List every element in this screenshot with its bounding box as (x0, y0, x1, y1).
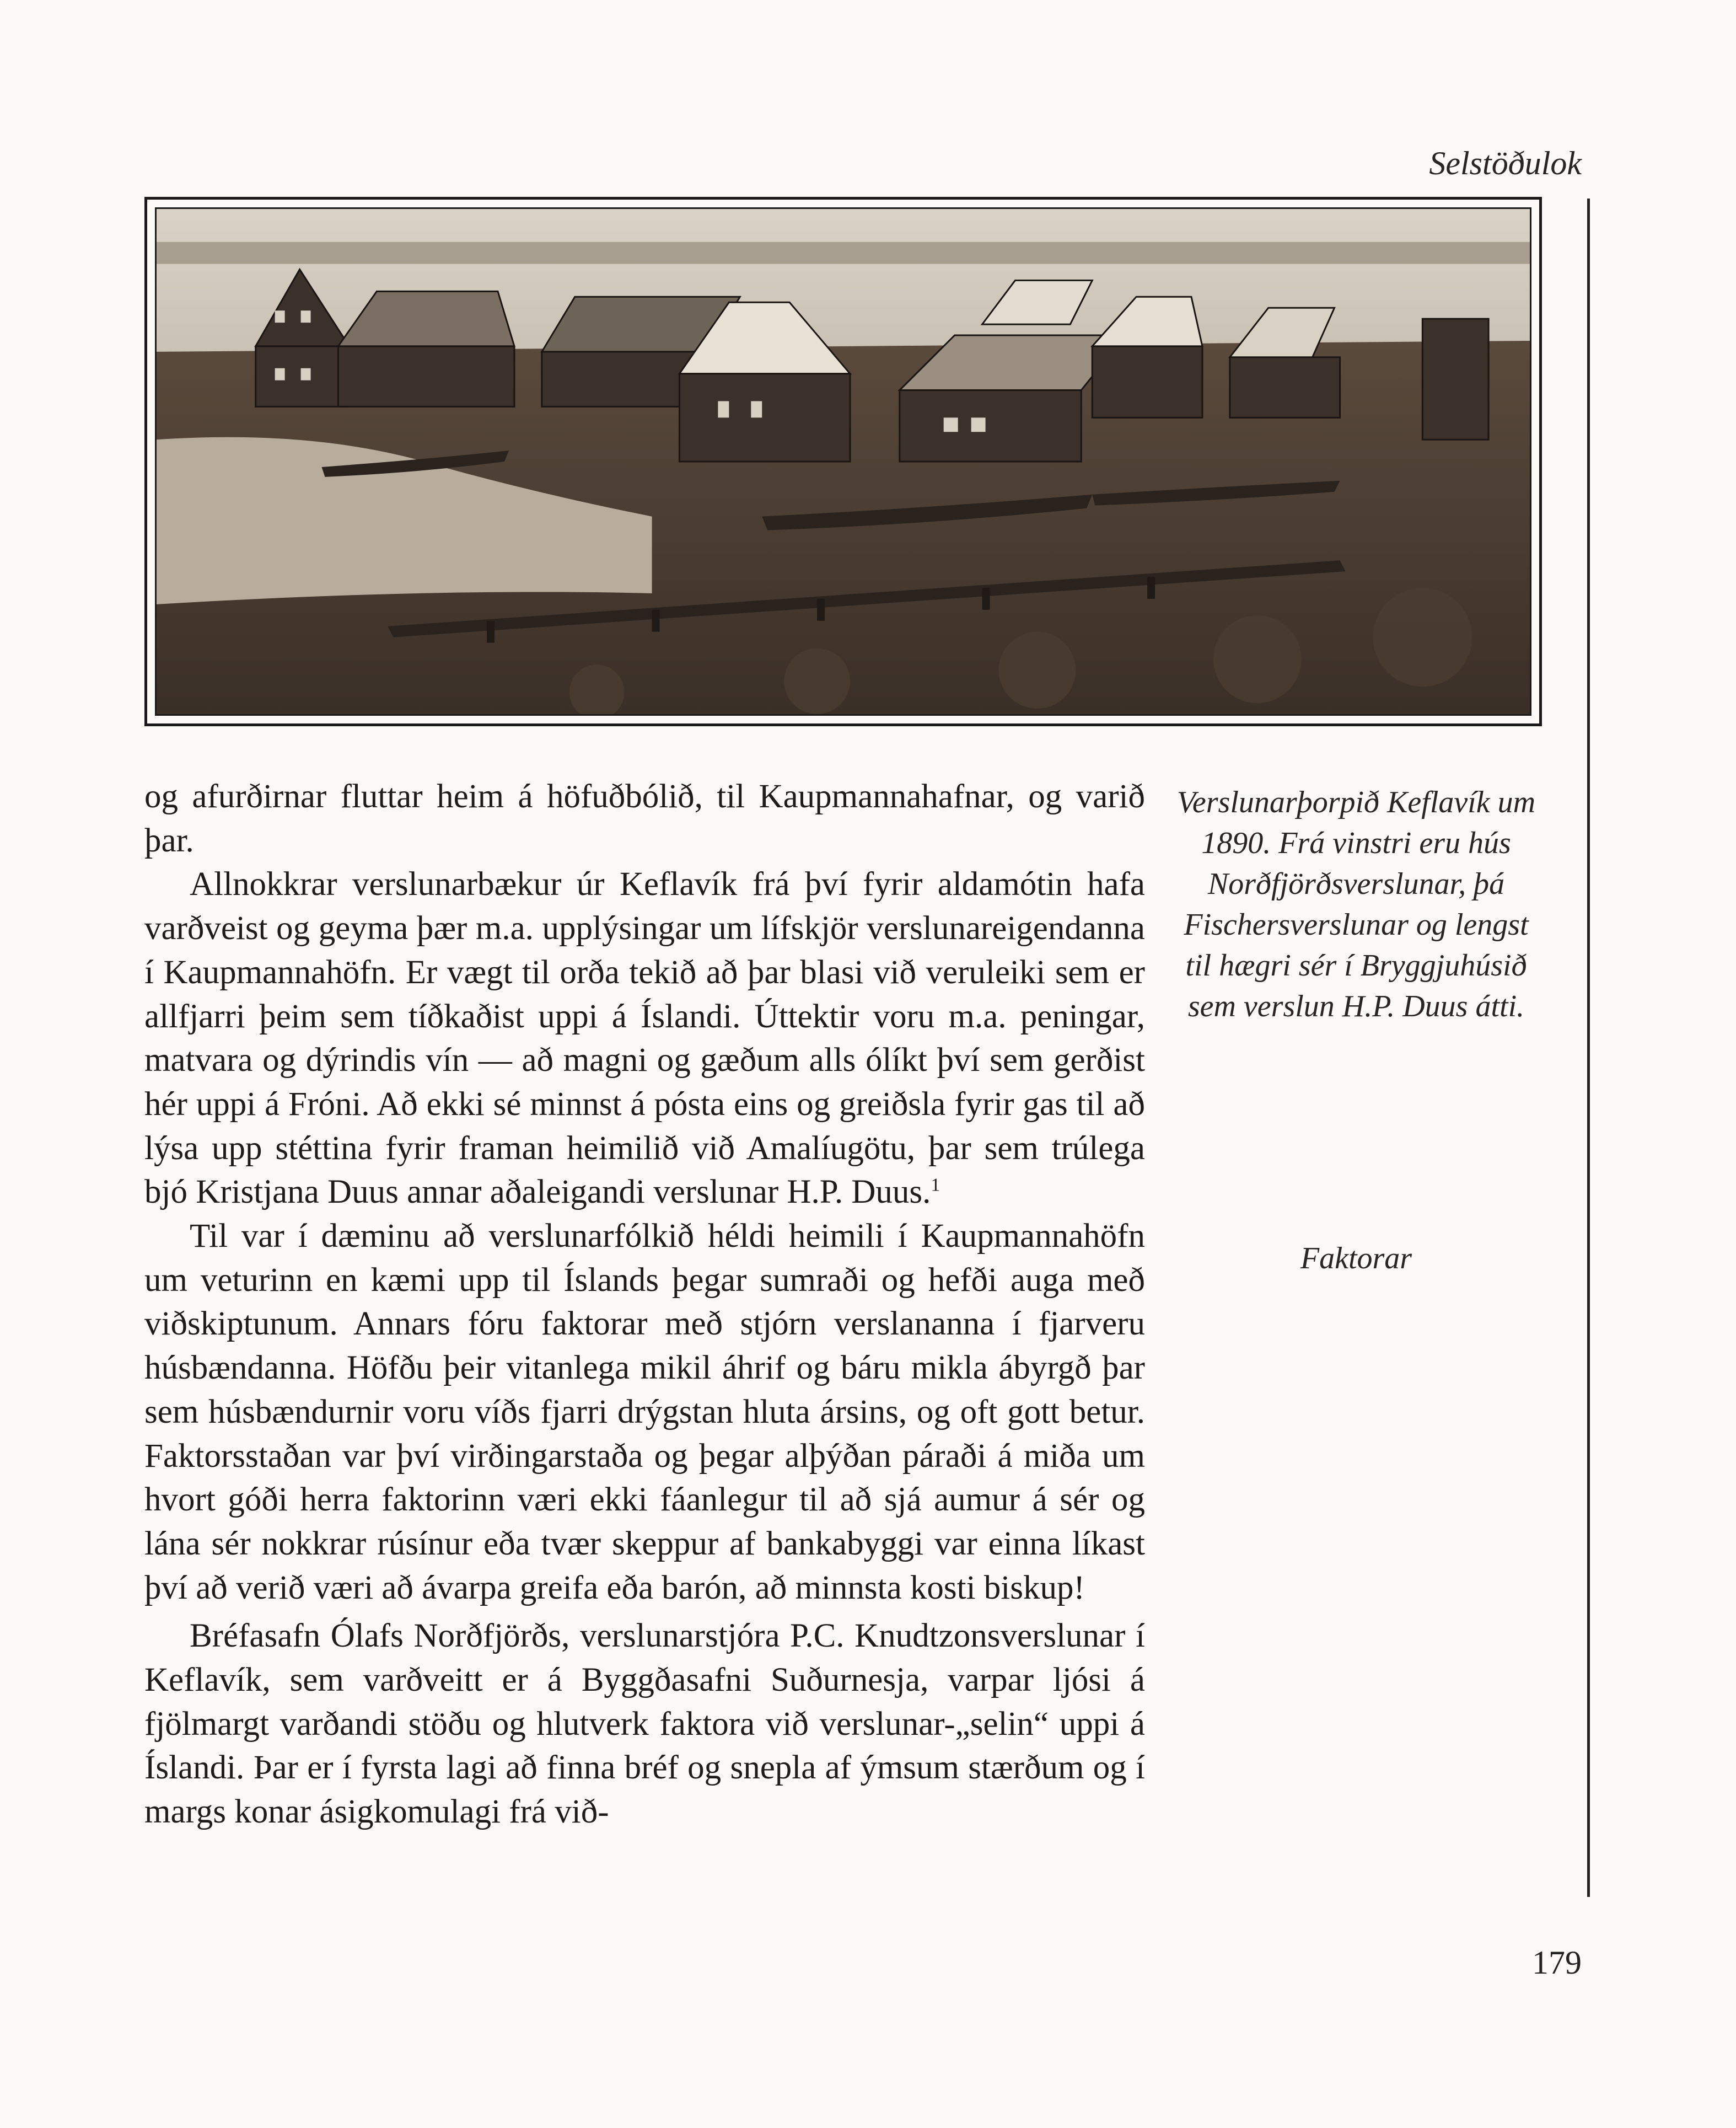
paragraph-3: Til var í dæminu að verslunarfólkið héldi heimili í Kaupmannahöfn um veturinn en kæmi upp til Íslands þegar sumraði og hefði auga með viðskiptunum. Annars fóru faktorar með stjórn verslananna í fjarveru húsbændanna. Höfðu þeir vitanlega mikil áhrif og báru mikla ábyrgð þar sem húsbændurnir voru víðs fjarri drýgstan hluta ársins, og oft gott betur. Faktorsstaðan var því virðingarstaða og þegar alþýðan páraði á miða um hvort góði herra faktorinn væri ekki fáanlegur til að sjá aumur á sér og lána sér nokkrar rúsínur eða tvær skeppur af bankabyggi var einna líkast því að verið væri að ávarpa greifa eða barón, að minnsta kosti biskup! (144, 1218, 1145, 1606)
footnote-marker: 1 (931, 1175, 940, 1196)
paragraph-1: og afurðirnar fluttar heim á höfuðbólið, til Kaupmannahafnar, og varið þar. (144, 778, 1145, 859)
margin-note: Faktorar (1300, 1241, 1412, 1275)
paragraph-4: Bréfasafn Ólafs Norðfjörðs, verslunarstjóra P.C. Knudtzonsverslunar í Keflavík, sem varðveitt er á Byggðasafni Suðurnesja, varpar ljósi á fjölmargt varðandi stöðu og hlutverk faktora við verslunar-„selin“ uppi á Íslandi. Þar er í fyrsta lagi að finna bréf og snepla af ýmsum stærðum og í margs konar ásigkomulagi frá við- (144, 1617, 1145, 1831)
margin-rule (1587, 199, 1590, 1897)
photo-caption: Verslunarþorpið Keflavík um 1890. Frá vinstri eru hús Norðfjörðsverslunar, þá Fischersverslunar og lengst til hægri sér í Bryggjuhúsið sem verslun H.P. Duus átti. (1176, 785, 1536, 1023)
page-number: 179 (1532, 1944, 1582, 1981)
photograph-icon (155, 207, 1531, 716)
paragraph-2-text: Allnokkrar verslunarbækur úr Keflavík frá því fyrir aldamótin hafa varðveist og geyma þær m.a. upplýsingar um lífskjör verslunareigendanna í Kaupmannahöfn. Er vægt til orða tekið að þar blasi við veruleiki sem er allfjarri þeim sem tíðkaðist uppi á Íslandi. Úttektir voru m.a. peningar, matvara og dýrindis vín — að magni og gæðum alls ólíkt því sem gerðist hér uppi á Fróni. Að ekki sé minnst á pósta eins og greiðsla fyrir gas til að lýsa upp stéttina fyrir framan heimilið við Amalíugötu, þar sem trúlega bjó Kristjana Duus annar aðaleigandi verslunar H.P. Duus. (144, 866, 1145, 1211)
body-text (144, 775, 1145, 1834)
running-title: Selstöðulok (1429, 145, 1582, 181)
historic-photo (144, 197, 1542, 726)
paragraph-2 (144, 862, 1145, 1214)
